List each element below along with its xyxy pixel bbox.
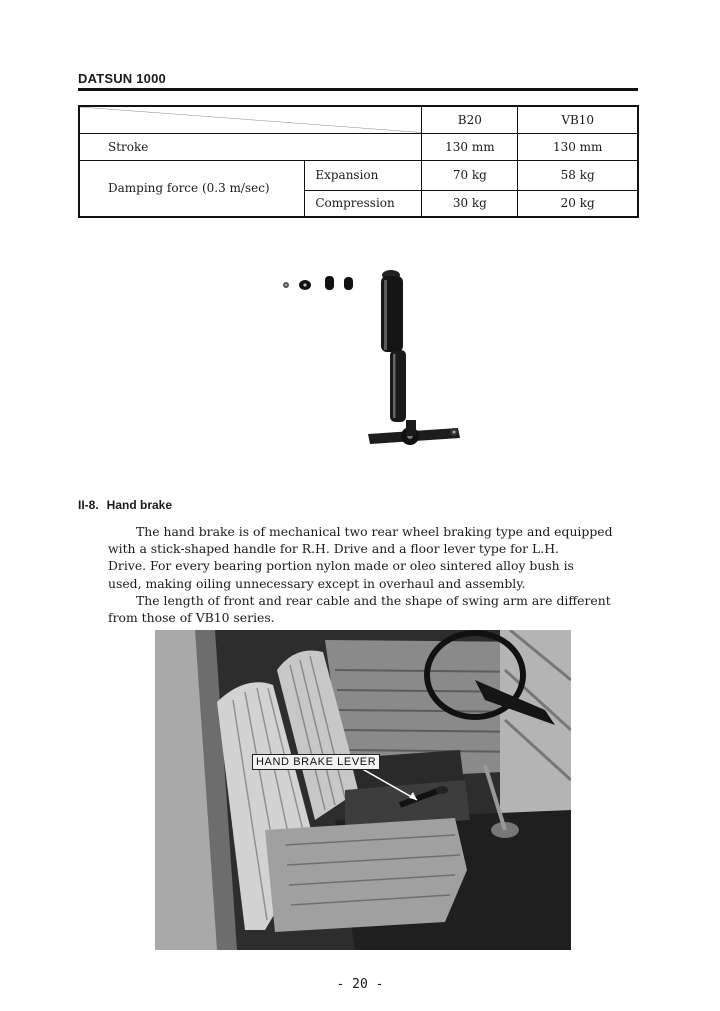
hand-brake-lever-callout: HAND BRAKE LEVER [252,754,380,770]
header-rule [78,88,638,91]
paragraph-2-line-2: from those of VB10 series. [108,610,275,626]
cell-compression-vb10: 20 kg [518,190,638,217]
shock-absorber [368,270,460,445]
header-title: DATSUN 1000 [78,71,166,86]
column-header-vb10: VB10 [518,106,638,133]
cell-expansion-vb10: 58 kg [518,160,638,190]
row-label-compression: Compression [305,190,422,217]
small-parts [283,276,353,290]
paragraph-2 [108,592,648,626]
page-number: - 20 - [336,977,384,992]
cell-stroke-b20: 130 mm [422,133,518,160]
paragraph-1-line-2: with a stick-shaped handle for R.H. Drive and a floor lever type for L.H. [108,541,559,557]
paragraph-2-line-1: The length of front and rear cable and the shape of swing arm are different [136,593,611,608]
shock-absorber-photo [270,262,470,457]
cell-expansion-b20: 70 kg [422,160,518,190]
section-title: Hand brake [106,498,173,512]
interior-photo-drawing [155,630,571,950]
row-label-expansion: Expansion [305,160,422,190]
column-header-b20: B20 [422,106,518,133]
spec-table [78,105,639,218]
paragraph-1 [108,523,648,592]
section-number: II-8. [78,498,99,512]
cell-compression-b20: 30 kg [422,190,518,217]
interior-photo [155,630,571,950]
paragraph-1-line-3: Drive. For every bearing portion nylon made or oleo sintered alloy bush is [108,558,574,574]
table-corner-cell [79,106,422,133]
section-heading [78,498,172,512]
cell-stroke-vb10: 130 mm [518,133,638,160]
row-label-stroke: Stroke [79,133,422,160]
row-label-damping: Damping force (0.3 m/sec) [79,160,305,217]
paragraph-1-line-4: used, making oiling unnecessary except in overhaul and assembly. [108,575,526,591]
paragraph-1-line-1: The hand brake is of mechanical two rear wheel braking type and equipped [136,524,613,539]
